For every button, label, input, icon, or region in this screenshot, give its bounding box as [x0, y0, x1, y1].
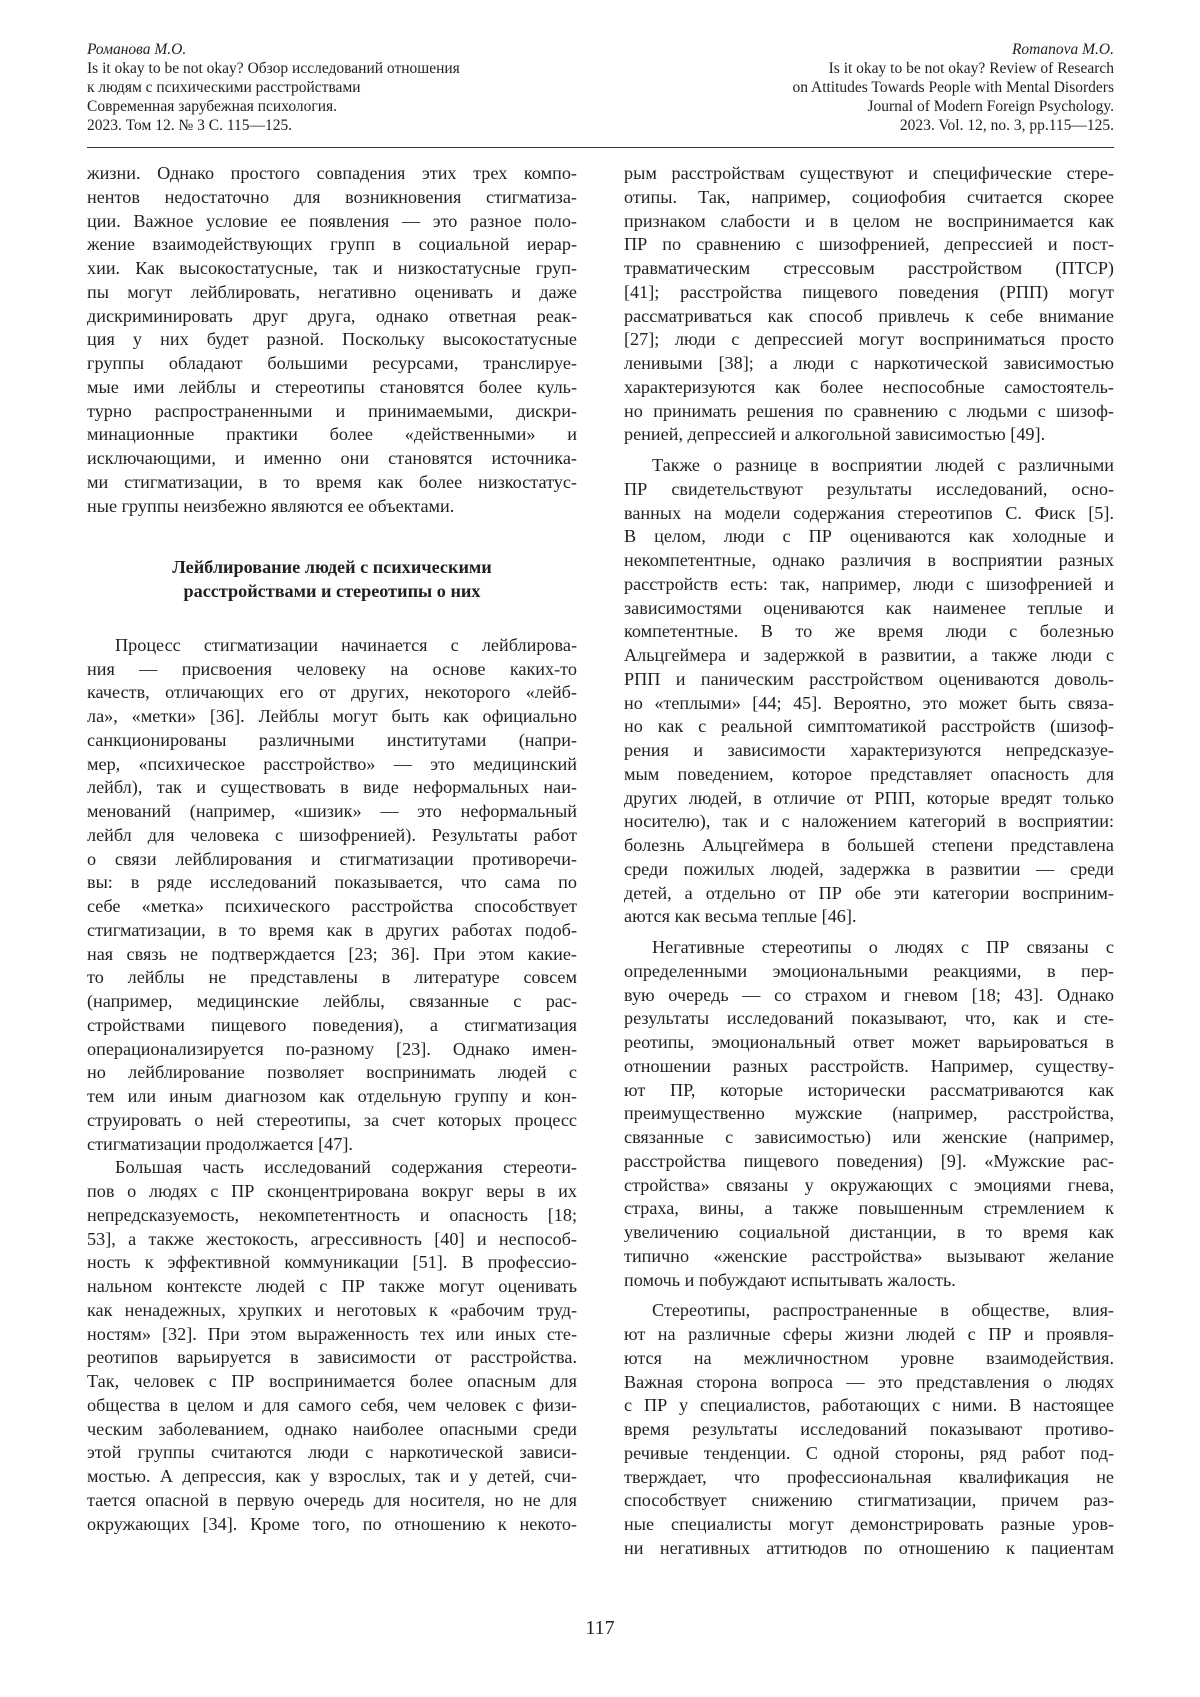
text-line: ностям» [32]. При этом выраженность тех или иных сте-: [87, 1323, 577, 1344]
text-line: признаком слабости и в целом не воспринимается как: [624, 210, 1114, 231]
section-heading: [87, 556, 577, 604]
text-line: [27]; люди с депрессией могут восприниматься просто: [624, 329, 1114, 350]
text-line: ренией, депрессией и алкогольной зависимостью [49].: [624, 424, 1046, 445]
text-line: но лейблирование позволяет воспринимать людей с: [87, 1062, 577, 1083]
text-line: ческим заболеванием, однако наиболее опасными среди: [87, 1418, 577, 1439]
section-heading-line: Лейблирование людей с психическими: [172, 557, 492, 578]
text-line: ция у них будет разной. Поскольку высокостатусные: [87, 329, 577, 350]
text-line: качеств, отличающих его от других, некоторого «лейб-: [87, 682, 577, 703]
text-line: реотипы, эмоциональный ответ может варьироваться в: [624, 1032, 1114, 1052]
text-line: общества в целом и для самого себя, чем человек с физи-: [87, 1394, 577, 1415]
text-line: стигматизации, в то время как в других работах подоб-: [87, 919, 577, 940]
header-title-line: on Attitudes Towards People with Mental Disorders: [792, 79, 1114, 96]
paragraph: [624, 454, 1114, 929]
header-title-line: Is it okay to be not okay? Обзор исследований отношения: [87, 60, 460, 77]
text-line: тем или иным диагнозом как отдельную группу и кон-: [87, 1086, 577, 1106]
text-line: менований (например, «шизик» — это неформальный: [87, 801, 577, 821]
text-line: как ненадежных, хрупких и неготовых к «рабочим труд-: [87, 1299, 577, 1320]
text-line: зависимостями оцениваются как наименее теплые и: [624, 597, 1114, 618]
text-line: отношении разных расстройств. Например, существу-: [624, 1055, 1114, 1076]
text-line: (например, медицинские лейблы, связанные с рас-: [87, 991, 577, 1011]
text-line: расстройства пищевого поведения) [9]. «Мужские рас-: [624, 1150, 1114, 1171]
text-line: ла», «метки» [36]. Лейблы могут быть как официально: [87, 706, 577, 726]
text-line: ния — присвоения человеку на основе каких-то: [87, 658, 577, 679]
text-line: некомпетентные, однако различия в восприятии разных: [624, 550, 1114, 570]
paragraph: [87, 1156, 577, 1536]
left-column: [87, 162, 577, 1536]
text-line: ПР по сравнению с шизофренией, депрессией и пост-: [624, 234, 1114, 255]
text-line: но «теплыми» [44; 45]. Вероятно, это может быть связа-: [624, 692, 1114, 713]
text-line: отипы. Так, например, социофобия считается скорее: [624, 186, 1114, 207]
text-line: операционализируется по-разному [23]. Однако имен-: [87, 1038, 577, 1059]
text-line: себе «метка» психического расстройства способствует: [87, 896, 577, 916]
text-line: результаты исследований показывают, что, как и сте-: [624, 1008, 1114, 1029]
text-line: характеризуются как более неспособные самостоятель-: [624, 376, 1114, 397]
text-line: ми стигматизации, в то время как более низкостатус-: [87, 471, 577, 492]
text-line: вую очередь — со страхом и гневом [18; 43]. Однако: [624, 984, 1114, 1005]
text-line: ванных на модели содержания стереотипов С. Фиск [5].: [624, 502, 1114, 523]
text-line: стигматизации продолжается [47].: [87, 1133, 353, 1154]
text-line: ные группы неизбежно являются ее объектами.: [87, 495, 455, 516]
header-author: Романова М.О.: [87, 41, 187, 58]
paragraph: [624, 1299, 1114, 1560]
text-line: Большая часть исследований содержания стереоти-: [115, 1157, 577, 1178]
text-line: ная связь не подтверждается [23; 36]. При этом какие-: [87, 943, 577, 964]
text-line: рения и зависимости характеризуются непредсказуе-: [624, 740, 1114, 760]
text-line: нальном контексте людей с ПР также могут оценивать: [87, 1276, 577, 1296]
text-line: [41]; расстройства пищевого поведения (РПП) могут: [624, 281, 1114, 302]
text-line: о связи лейблирования и стигматизации противоречи-: [87, 848, 577, 869]
text-line: ют ПР, которые исторически рассматриваются как: [624, 1079, 1114, 1100]
text-line: мостью. А депрессия, как у взрослых, так и у детей, счи-: [87, 1466, 577, 1486]
paragraph: [624, 162, 1114, 447]
text-line: пы могут лейблировать, негативно оценивать и даже: [87, 281, 577, 302]
text-line: то лейблы не представлены в литературе совсем: [87, 967, 577, 988]
text-line: но принимать решения по сравнению с людьми с шизоф-: [624, 400, 1114, 421]
text-line: мер, «психическое расстройство» — это медицинский: [87, 753, 577, 774]
text-line: компетентные. В то же время люди с болезнью: [624, 621, 1114, 642]
text-line: струировать о ней стереотипы, за счет которых процесс: [87, 1109, 577, 1130]
text-line: расстройств есть: так, например, люди с шизофренией и: [624, 573, 1114, 594]
header-journal: Современная зарубежная психология.: [87, 98, 338, 115]
text-line: Процесс стигматизации начинается с лейблирова-: [115, 634, 577, 655]
header-author: Romanova M.O.: [1011, 41, 1114, 58]
text-line: В целом, люди с ПР оцениваются как холодные и: [624, 526, 1114, 547]
text-line: болезнь Альцгеймера в большей степени представлена: [624, 835, 1114, 855]
text-line: турно распространенными и принимаемыми, дискри-: [87, 400, 577, 421]
text-line: стройствами пищевого поведения), а стигматизация: [87, 1014, 577, 1035]
text-line: среди пожилых людей, задержка в развитии — среди: [624, 858, 1114, 879]
text-line: хии. Как высокостатусные, так и низкостатусные груп-: [87, 258, 577, 278]
section-spacer: [87, 518, 577, 556]
text-line: мые ими лейблы и стереотипы становятся более куль-: [87, 376, 577, 397]
text-line: мым поведением, которое представляет опасность для: [624, 763, 1114, 784]
text-line: ПР свидетельствуют результаты исследований, осно-: [624, 478, 1114, 499]
text-line: ются на межличностном уровне взаимодействия.: [624, 1347, 1114, 1368]
text-line: группы обладают большими ресурсами, транслируе-: [87, 353, 577, 373]
header-issue: 2023. Том 12. № 3 С. 115—125.: [87, 117, 293, 134]
header-issue: 2023. Vol. 12, no. 3, pp.115—125.: [899, 117, 1114, 134]
text-line: 53], а также жестокость, агрессивность [40] и неспособ-: [87, 1228, 577, 1249]
text-line: ленивыми [38]; а люди с наркотической зависимостью: [624, 353, 1114, 373]
text-line: РПП и паническим расстройством оцениваются доволь-: [624, 668, 1114, 689]
page-number: 117: [585, 1617, 615, 1639]
text-line: этой группы считаются люди с наркотической зависи-: [87, 1442, 577, 1463]
text-line: связанные с зависимостью) или женские (например,: [624, 1127, 1114, 1147]
text-line: Негативные стереотипы о людях с ПР связаны с: [652, 937, 1114, 957]
text-line: рассматриваться как способ привлечь к себе внимание: [624, 305, 1114, 326]
paragraph: [624, 936, 1114, 1292]
text-line: Так, человек с ПР воспринимается более опасным для: [87, 1371, 577, 1391]
text-line: аются как весьма теплые [46].: [624, 906, 857, 927]
text-line: определенными эмоциональными реакциями, в пер-: [624, 960, 1114, 981]
text-line: реотипов варьируется в зависимости от расстройства.: [87, 1347, 577, 1368]
paragraph-spacer: [624, 1292, 1114, 1299]
text-line: пов о людях с ПР сконцентрирована вокруг веры в их: [87, 1181, 577, 1201]
text-line: помочь и побуждают испытывать жалость.: [624, 1269, 956, 1290]
text-line: время результаты исследований показывают противо-: [624, 1419, 1114, 1439]
text-line: санкционированы различными институтами (напри-: [87, 729, 577, 750]
header-title-line: к людям с психическими расстройствами: [87, 79, 361, 96]
text-line: ции. Важное условие ее появления — это разное поло-: [87, 210, 577, 231]
text-line: увеличению социальной дистанции, в то время как: [624, 1222, 1114, 1242]
text-line: рым расстройствам существуют и специфические стере-: [624, 163, 1114, 183]
text-line: типично «женские расстройства» вызывают желание: [624, 1245, 1114, 1266]
text-line: Важная сторона вопроса — это представления о людях: [624, 1371, 1114, 1392]
paragraph-spacer: [624, 447, 1114, 454]
text-line: но как с реальной симптоматикой расстройств (шизоф-: [624, 716, 1114, 737]
header-rule: [87, 147, 1114, 148]
running-header-right: [792, 40, 1114, 135]
text-line: Альцгеймера и задержкой в развитии, а также люди с: [624, 645, 1114, 665]
text-line: ют на различные сферы жизни людей с ПР и проявля-: [624, 1324, 1114, 1344]
text-line: дискриминировать друг друга, однако ответная реак-: [87, 305, 577, 326]
paragraph: [87, 162, 577, 518]
text-line: нентов недостаточно для возникновения стигматиза-: [87, 186, 577, 207]
header-title-line: Is it okay to be not okay? Review of Research: [828, 60, 1114, 77]
text-line: речивые тенденции. С одной стороны, ряд работ под-: [624, 1442, 1114, 1463]
text-line: Стереотипы, распространенные в обществе, влия-: [652, 1300, 1114, 1321]
text-line: тверждает, что профессиональная квалификация не: [624, 1466, 1114, 1487]
text-line: окружающих [34]. Кроме того, по отношению к некото-: [87, 1513, 577, 1534]
header-journal: Journal of Modern Foreign Psychology.: [867, 98, 1114, 115]
text-line: Также о разнице в восприятии людей с различными: [652, 455, 1114, 475]
text-line: травматическим стрессовым расстройством (ПТСР): [624, 258, 1114, 278]
text-line: преимущественно мужские (например, расстройства,: [624, 1103, 1114, 1124]
text-line: страха, вины, а также повышенным стремлением к: [624, 1198, 1114, 1219]
text-line: жизни. Однако простого совпадения этих трех компо-: [87, 163, 577, 183]
text-line: тается опасной в первую очередь для носителя, но не для: [87, 1489, 577, 1510]
right-column: [624, 162, 1114, 1561]
paragraph-spacer: [624, 929, 1114, 936]
text-line: ни негативных аттитюдов по отношению к пациентам: [624, 1537, 1114, 1558]
text-line: стройства» связаны у окружающих с эмоциями гнева,: [624, 1174, 1114, 1195]
text-line: минационные практики более «действенными» и: [87, 424, 577, 445]
text-line: жение взаимодействующих групп в социальной иерар-: [87, 234, 577, 255]
text-line: вы: в ряде исследований показывается, что сама по: [87, 872, 577, 893]
text-line: исключающими, и именно они становятся источника-: [87, 448, 577, 468]
text-line: ность к эффективной коммуникации [51]. В профессио-: [87, 1252, 577, 1273]
text-line: ные специалисты могут демонстрировать разные уров-: [624, 1514, 1114, 1534]
text-line: способствует снижению стигматизации, причем раз-: [624, 1490, 1114, 1511]
text-line: носителю), так и с наложением категорий в восприятии:: [624, 811, 1114, 832]
running-header-left: [87, 40, 460, 135]
text-line: лейбл), так и существовать в виде неформальных наи-: [87, 777, 577, 798]
paragraph: [87, 634, 577, 1157]
text-line: детей, а отдельно от ПР обе эти категории восприним-: [624, 882, 1114, 903]
text-line: с ПР у специалистов, работающих с ними. В настоящее: [624, 1395, 1114, 1416]
text-line: других людей, в отличие от РПП, которые вредят только: [624, 787, 1114, 808]
text-line: непредсказуемость, некомпетентность и опасность [18;: [87, 1204, 577, 1225]
text-line: лейбл для человека с шизофренией). Результаты работ: [87, 824, 577, 845]
section-heading-line: расстройствами и стереотипы о них: [183, 581, 481, 601]
